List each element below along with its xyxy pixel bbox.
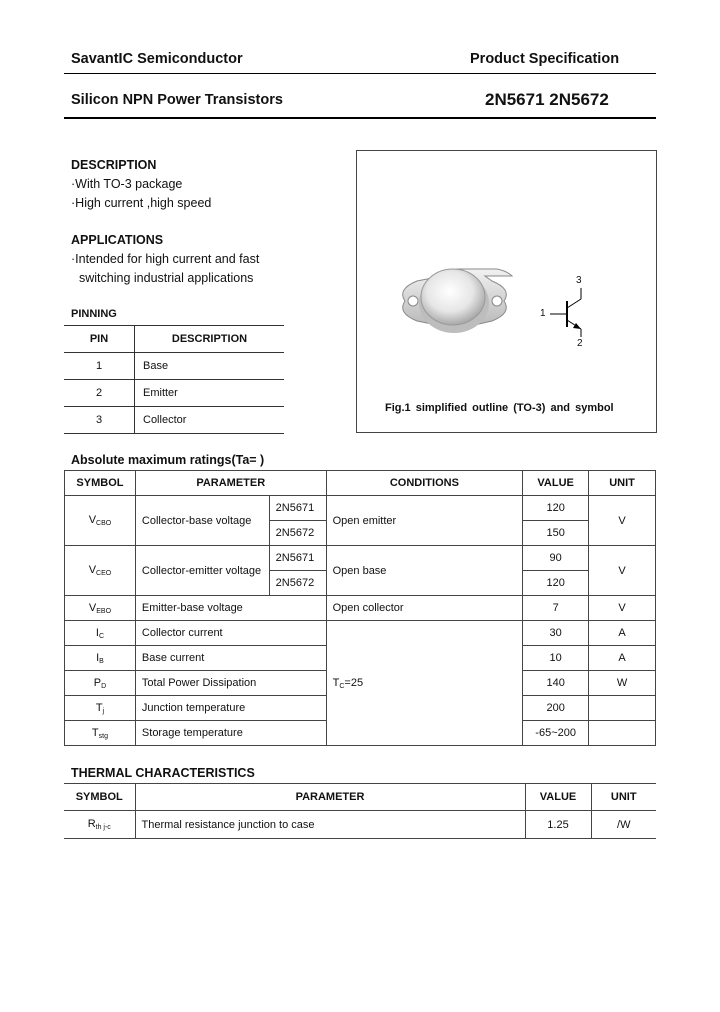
table-row (64, 353, 284, 380)
value-cell: 150 (523, 521, 589, 546)
table-row (65, 596, 656, 621)
value-cell: 10 (523, 646, 589, 671)
pin-label: 3 (576, 275, 582, 286)
unit-header: UNIT (589, 471, 656, 496)
parameter-cell: Storage temperature (135, 721, 326, 746)
parameter-cell: Thermal resistance junction to case (135, 811, 525, 839)
thermal-table (64, 783, 656, 839)
conditions-cell: $T_C=25$ (326, 621, 523, 746)
unit-header: UNIT (591, 784, 656, 811)
unit-cell (589, 721, 656, 746)
table-row (65, 546, 656, 571)
description-title: DESCRIPTION (71, 158, 157, 172)
pin-number: 3 (64, 407, 135, 434)
value-cell: 120 (523, 496, 589, 521)
value-cell: 1.25 (525, 811, 591, 839)
unit-cell: V (589, 496, 656, 546)
parameter-cell: Junction temperature (135, 696, 326, 721)
pinning-title: PINNING (71, 308, 117, 320)
part-numbers: 2N5671 2N5672 (485, 90, 609, 109)
thermal-title: THERMAL CHARACTERISTICS (71, 766, 255, 780)
symbol-cell: $T_j$ (65, 696, 136, 721)
applications-line: switching industrial applications (79, 271, 254, 285)
product-line: Silicon NPN Power Transistors (71, 92, 283, 108)
value-cell: 7 (523, 596, 589, 621)
symbol-cell: $V_{CEO}$ (65, 546, 136, 596)
conditions-cell: Open emitter (326, 496, 523, 546)
unit-cell (589, 696, 656, 721)
part-cell: 2N5671 (269, 496, 326, 521)
ratings-table (64, 470, 656, 746)
header-divider (64, 73, 656, 74)
parameter-cell: Collector-base voltage (135, 496, 269, 546)
conditions-cell: Open base (326, 546, 523, 596)
table-row (65, 621, 656, 646)
parameter-header: PARAMETER (135, 471, 326, 496)
symbol-cell: $I_B$ (65, 646, 136, 671)
pin-description-header: DESCRIPTION (135, 326, 285, 353)
symbol-cell: $V_{CBO}$ (65, 496, 136, 546)
value-header: VALUE (525, 784, 591, 811)
pin-number: 1 (64, 353, 135, 380)
title-divider (64, 117, 656, 119)
value-cell: 120 (523, 571, 589, 596)
applications-line: ·Intended for high current and fast (71, 252, 260, 266)
pin-number: 2 (64, 380, 135, 407)
part-cell: 2N5671 (269, 546, 326, 571)
npn-transistor-symbol (357, 151, 656, 432)
unit-cell: V (589, 546, 656, 596)
parameter-cell: Emitter-base voltage (135, 596, 326, 621)
description-item: ·With TO-3 package (71, 177, 183, 191)
symbol-header: SYMBOL (64, 784, 135, 811)
description-item: ·High current ,high speed (71, 196, 212, 210)
unit-cell: A (589, 646, 656, 671)
conditions-cell: Open collector (326, 596, 523, 621)
unit-cell: W (589, 671, 656, 696)
document-type: Product Specification (470, 51, 620, 67)
parameter-header: PARAMETER (135, 784, 525, 811)
table-row (64, 380, 284, 407)
value-cell: 200 (523, 696, 589, 721)
ratings-title: Absolute maximum ratings(Ta= ) (71, 453, 265, 467)
conditions-header: CONDITIONS (326, 471, 523, 496)
unit-cell: V (589, 596, 656, 621)
pinning-table (64, 325, 284, 434)
symbol-cell: $V_{EBO}$ (65, 596, 136, 621)
part-cell: 2N5672 (269, 571, 326, 596)
part-cell: 2N5672 (269, 521, 326, 546)
table-row (64, 407, 284, 434)
symbol-cell: $I_C$ (65, 621, 136, 646)
parameter-cell: Base current (135, 646, 326, 671)
table-row (64, 811, 656, 839)
value-header: VALUE (523, 471, 589, 496)
pin-description: Collector (135, 407, 285, 434)
figure-box (356, 150, 657, 433)
pin-description: Base (135, 353, 285, 380)
symbol-header: SYMBOL (65, 471, 136, 496)
symbol-cell: $T_{stg}$ (65, 721, 136, 746)
table-row (65, 496, 656, 521)
company-name: SavantIC Semiconductor (71, 51, 243, 67)
value-cell: -65~200 (523, 721, 589, 746)
symbol-cell: $P_D$ (65, 671, 136, 696)
unit-cell: /W (591, 811, 656, 839)
parameter-cell: Collector current (135, 621, 326, 646)
symbol-cell: $R_{th j-c}$ (64, 811, 135, 839)
parameter-cell: Total Power Dissipation (135, 671, 326, 696)
applications-title: APPLICATIONS (71, 233, 164, 247)
unit-cell: A (589, 621, 656, 646)
parameter-cell: Collector-emitter voltage (135, 546, 269, 596)
pin-label: 1 (540, 308, 546, 319)
value-cell: 140 (523, 671, 589, 696)
pin-label: 2 (577, 338, 583, 349)
value-cell: 30 (523, 621, 589, 646)
value-cell: 90 (523, 546, 589, 571)
pin-header: PIN (64, 326, 135, 353)
figure-caption: Fig.1 simplified outline (TO-3) and symbol (385, 402, 614, 414)
pin-description: Emitter (135, 380, 285, 407)
